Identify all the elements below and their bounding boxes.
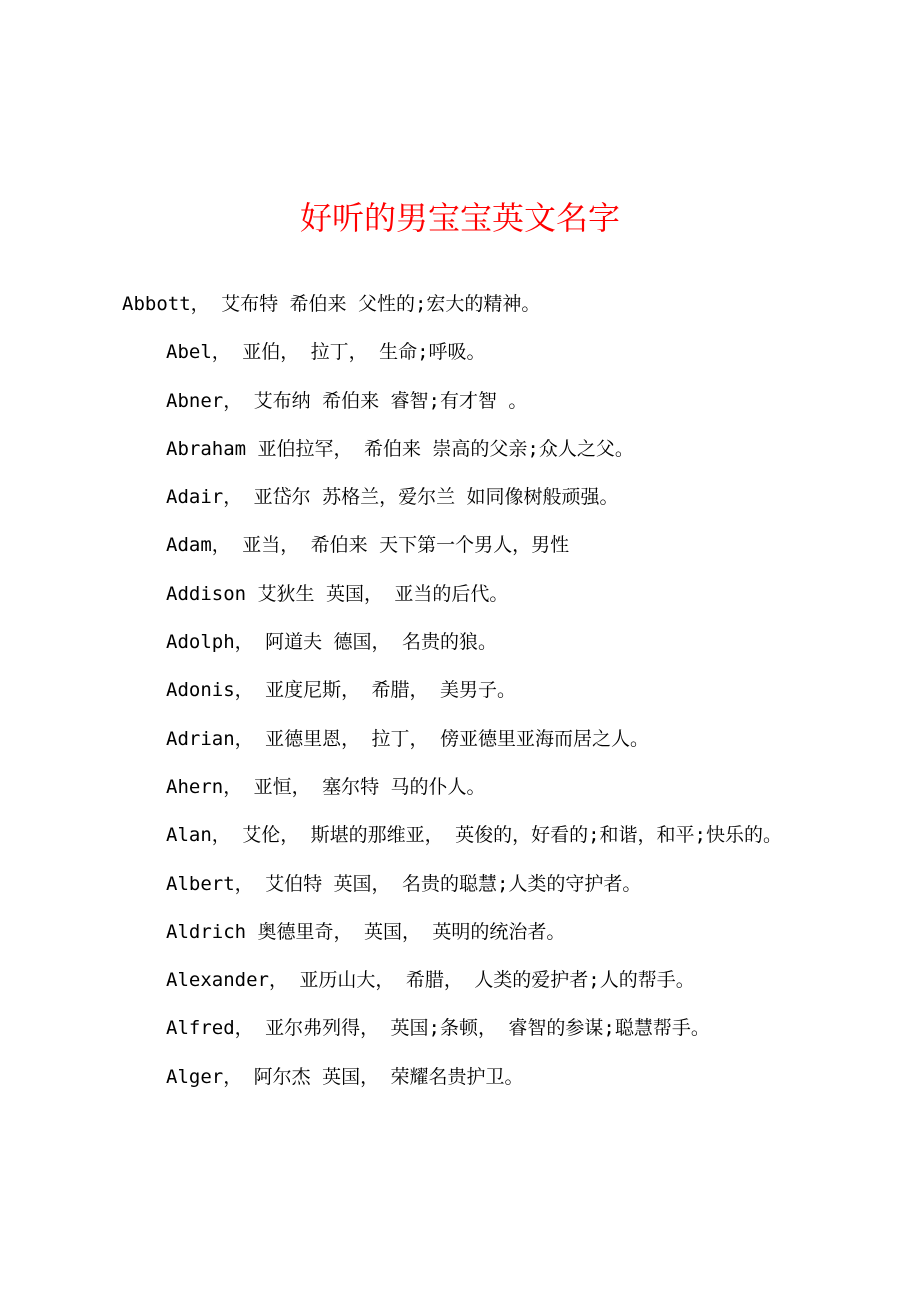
name-entry: Alan， 艾伦， 斯堪的那维亚， 英俊的，好看的;和谐，和平;快乐的。	[166, 824, 782, 847]
name-entry: Alger， 阿尔杰 英国， 荣耀名贵护卫。	[166, 1065, 524, 1088]
name-entry: Abner， 艾布纳 希伯来 睿智;有才智 。	[166, 389, 528, 412]
name-entry: Albert， 艾伯特 英国， 名贵的聪慧;人类的守护者。	[166, 872, 642, 895]
name-entry: Adolph， 阿道夫 德国， 名贵的狼。	[166, 631, 497, 654]
name-entry: Abbott， 艾布特 希伯来 父性的;宏大的精神。	[122, 293, 541, 315]
name-entry: Abel， 亚伯， 拉丁， 生命;呼吸。	[166, 341, 486, 364]
document-title: 好听的男宝宝英文名字	[299, 199, 620, 237]
name-entry: Adam， 亚当， 希伯来 天下第一个男人，男性	[166, 534, 570, 557]
name-entry: Alexander， 亚历山大， 希腊， 人类的爱护者;人的帮手。	[166, 969, 695, 992]
name-entry: Adonis， 亚度尼斯， 希腊， 美男子。	[166, 679, 516, 702]
name-entry: Adair， 亚岱尔 苏格兰，爱尔兰 如同像树般顽强。	[166, 486, 619, 509]
name-entry: Adrian， 亚德里恩， 拉丁， 傍亚德里亚海而居之人。	[166, 727, 649, 750]
name-entry: Addison 艾狄生 英国， 亚当的后代。	[166, 582, 509, 605]
name-entry: Alfred， 亚尔弗列得， 英国;条顿， 睿智的参谋;聪慧帮手。	[166, 1017, 710, 1040]
names-list	[122, 280, 808, 1101]
name-entry: Aldrich 奥德里奇， 英国， 英明的统治者。	[166, 920, 566, 943]
name-entry: Abraham 亚伯拉罕， 希伯来 崇高的父亲;众人之父。	[166, 437, 634, 460]
name-entry: Ahern， 亚恒， 塞尔特 马的仆人。	[166, 775, 486, 798]
